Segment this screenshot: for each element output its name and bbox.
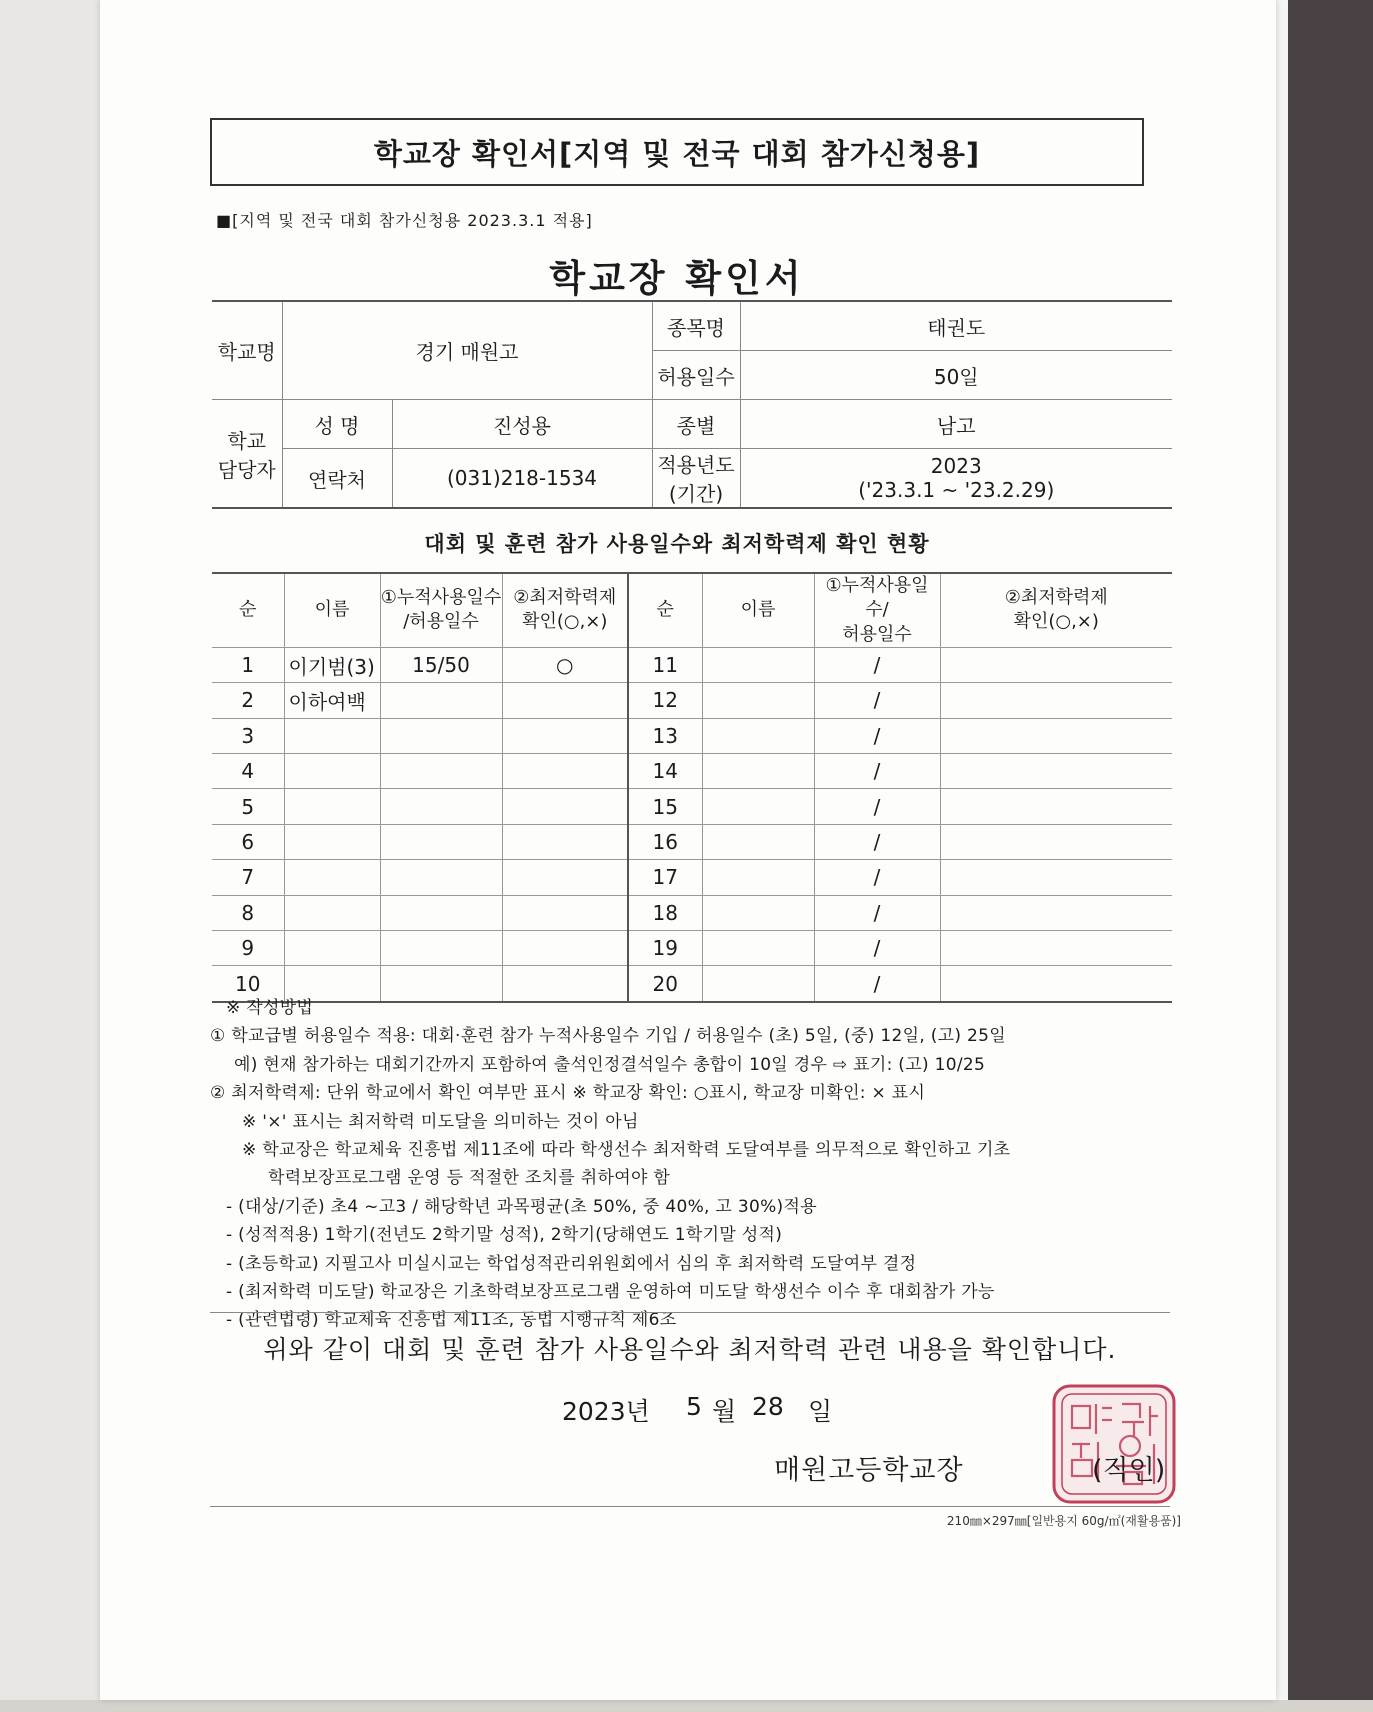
row-name xyxy=(284,824,380,859)
row-check-right xyxy=(940,824,1172,859)
table-row xyxy=(212,647,1172,682)
row-no-right: 20 xyxy=(628,966,702,1002)
background-paper-edge xyxy=(1276,0,1288,1712)
header-check-line1: ②최저학력제 xyxy=(513,587,617,609)
row-usage xyxy=(380,789,502,824)
instruction-line: - (대상/기준) 초4 ~고3 / 해당학년 과목평균(초 50%, 중 40%, 고 30%)적용 xyxy=(226,1196,817,1217)
row-name-right xyxy=(702,718,814,753)
row-name-right xyxy=(702,931,814,966)
year-value-line1: 2023 xyxy=(930,454,982,478)
page-title: 학교장 확인서 xyxy=(549,257,805,300)
row-name-right xyxy=(702,754,814,789)
row-check xyxy=(502,860,628,895)
year-label-line1: 적용년도 xyxy=(657,453,735,477)
paper-spec-footer: 210㎜×297㎜[일반용지 60g/㎡(재활용품)] xyxy=(946,1514,1181,1528)
row-check xyxy=(502,824,628,859)
row-check-right xyxy=(940,683,1172,718)
roster-table xyxy=(212,572,1172,1003)
row-usage xyxy=(380,824,502,859)
background-dark xyxy=(1285,0,1373,1712)
instruction-line: - (성적적용) 1학기(전년도 2학기말 성적), 2학기(당해연도 1학기말 성적) xyxy=(226,1225,783,1246)
instruction-line: - (관련법령) 학교체육 진흥법 제11조, 동법 시행규칙 제6조 xyxy=(226,1310,677,1331)
table-row xyxy=(212,860,1172,895)
instruction-line: 학력보장프로그램 운영 등 적절한 조치를 취하여야 함 xyxy=(268,1168,671,1189)
date-day: 28 xyxy=(752,1392,784,1421)
official-seal xyxy=(1050,1382,1178,1506)
row-check: ○ xyxy=(502,647,628,682)
principal-name: 매원고등학교장 xyxy=(774,1455,964,1486)
row-usage-right: / xyxy=(814,647,940,682)
row-check xyxy=(502,683,628,718)
instruction-line: ① 학교급별 허용일수 적용: 대회·훈련 참가 누적사용일수 기입 / 허용일수 (초) 5일, (중) 12일, (고) 25일 xyxy=(210,1026,1006,1047)
manager-label-line2: 담당자 xyxy=(217,457,276,482)
instruction-line: - (최저학력 미도달) 학교장은 기초학력보장프로그램 운영하여 미도달 학생선수 이수 후 대회참가 가능 xyxy=(226,1282,995,1303)
row-no: 9 xyxy=(212,931,284,966)
date-month-label: 월 xyxy=(712,1397,737,1426)
row-name-right xyxy=(702,824,814,859)
row-name-right xyxy=(702,789,814,824)
table-row xyxy=(212,683,1172,718)
instruction-line: - (초등학교) 지필고사 미실시교는 학업성적관리위원회에서 심의 후 최저학력 도달여부 결정 xyxy=(226,1253,917,1274)
row-no-right: 19 xyxy=(628,931,702,966)
row-no: 1 xyxy=(212,647,284,682)
header-check-line2: 확인(○,×) xyxy=(522,611,608,633)
manager-label-line1: 학교 xyxy=(227,428,267,453)
row-usage-right: / xyxy=(814,931,940,966)
row-no: 6 xyxy=(212,824,284,859)
row-check xyxy=(502,789,628,824)
row-usage-right: / xyxy=(814,683,940,718)
category-label: 종별 xyxy=(652,400,740,449)
header-no: 순 xyxy=(212,573,284,647)
instructions-heading: ※ 작성방법 xyxy=(226,998,314,1018)
row-usage: 15/50 xyxy=(380,647,502,682)
row-no-right: 11 xyxy=(628,647,702,682)
row-name xyxy=(284,860,380,895)
year-value-line2: ('23.3.1 ~ '23.2.29) xyxy=(858,478,1055,502)
row-check-right xyxy=(940,860,1172,895)
category-value: 남고 xyxy=(740,400,1172,449)
instructions xyxy=(210,994,1170,1335)
row-no-right: 17 xyxy=(628,860,702,895)
header-no-right: 순 xyxy=(628,573,702,647)
table-row xyxy=(212,754,1172,789)
header-check-right xyxy=(940,573,1172,647)
school-label: 학교명 xyxy=(212,301,282,400)
info-table xyxy=(212,300,1172,509)
row-usage-right: / xyxy=(814,789,940,824)
row-usage xyxy=(380,754,502,789)
row-no-right: 15 xyxy=(628,789,702,824)
background-floor xyxy=(0,1700,1373,1712)
header-name: 이름 xyxy=(284,573,380,647)
row-name xyxy=(284,718,380,753)
row-usage xyxy=(380,931,502,966)
instruction-line: ※ 학교장은 학교체육 진흥법 제11조에 따라 학생선수 최저학력 도달여부를 의무적으로 확인하고 기초 xyxy=(242,1140,1011,1161)
row-no-right: 18 xyxy=(628,895,702,930)
row-usage xyxy=(380,895,502,930)
row-name-right xyxy=(702,860,814,895)
banner-title: 학교장 확인서[지역 및 전국 대회 참가신청용] xyxy=(210,118,1144,186)
row-no-right: 13 xyxy=(628,718,702,753)
header-usage xyxy=(380,573,502,647)
confirmation-statement: 위와 같이 대회 및 훈련 참가 사용일수와 최저학력 관련 내용을 확인합니다. xyxy=(263,1335,1117,1364)
row-usage xyxy=(380,718,502,753)
row-usage xyxy=(380,683,502,718)
row-check xyxy=(502,895,628,930)
row-no: 8 xyxy=(212,895,284,930)
row-check-right xyxy=(940,754,1172,789)
school-value: 경기 매원고 xyxy=(282,301,652,400)
form-note: ■[지역 및 전국 대회 참가신청용 2023.3.1 적용] xyxy=(216,211,593,230)
divider xyxy=(210,1312,1170,1313)
row-usage-right: / xyxy=(814,895,940,930)
date-year: 2023년 xyxy=(562,1397,650,1426)
table-row xyxy=(212,718,1172,753)
row-usage-right: / xyxy=(814,824,940,859)
instruction-line: ② 최저학력제: 단위 학교에서 확인 여부만 표시 ※ 학교장 확인: ○표시, 학교장 미확인: × 표시 xyxy=(210,1083,926,1104)
row-usage-right: / xyxy=(814,966,940,1002)
row-check xyxy=(502,754,628,789)
header-usage-line2: /허용일수 xyxy=(403,611,479,633)
header-usage-right xyxy=(814,573,940,647)
row-name xyxy=(284,895,380,930)
row-name xyxy=(284,754,380,789)
header-check-right-line1: ②최저학력제 xyxy=(1004,587,1108,609)
date-month: 5 xyxy=(686,1392,702,1421)
row-usage-right: / xyxy=(814,754,940,789)
row-check xyxy=(502,931,628,966)
row-no-right: 16 xyxy=(628,824,702,859)
seal-label: (직인) xyxy=(1092,1455,1166,1486)
row-usage-right: / xyxy=(814,718,940,753)
header-name-right: 이름 xyxy=(702,573,814,647)
sport-value: 태권도 xyxy=(740,301,1172,351)
row-name xyxy=(284,789,380,824)
row-check-right xyxy=(940,931,1172,966)
row-no-right: 14 xyxy=(628,754,702,789)
instruction-line: 예) 현재 참가하는 대회기간까지 포함하여 출석인정결석일수 총합이 10일 경우 ⇨ 표기: (고) 10/25 xyxy=(234,1054,986,1075)
row-no: 7 xyxy=(212,860,284,895)
row-no: 4 xyxy=(212,754,284,789)
manager-label xyxy=(212,400,282,509)
row-usage-right: / xyxy=(814,860,940,895)
row-check-right xyxy=(940,718,1172,753)
row-check-right xyxy=(940,789,1172,824)
table-row xyxy=(212,895,1172,930)
date-day-label: 일 xyxy=(808,1397,833,1426)
allowed-days-label: 허용일수 xyxy=(652,351,740,400)
row-no: 2 xyxy=(212,683,284,718)
bottom-divider xyxy=(210,1506,1170,1507)
year-label-line2: (기간) xyxy=(668,482,724,506)
name-value: 진성용 xyxy=(392,400,652,449)
row-no: 3 xyxy=(212,718,284,753)
table-row xyxy=(212,931,1172,966)
allowed-days-value: 50일 xyxy=(740,351,1172,400)
header-usage-line1: ①누적사용일수 xyxy=(380,587,502,609)
header-usage-right-line1: ①누적사용일수/ xyxy=(825,575,929,621)
row-no-right: 12 xyxy=(628,683,702,718)
row-no: 10 xyxy=(212,966,284,1002)
row-name: 이기범(3) xyxy=(284,647,380,682)
header-check-right-line2: 확인(○,×) xyxy=(1013,611,1099,633)
row-check-right xyxy=(940,895,1172,930)
row-name-right xyxy=(702,647,814,682)
row-usage xyxy=(380,860,502,895)
row-name xyxy=(284,931,380,966)
section-title: 대회 및 훈련 참가 사용일수와 최저학력제 확인 현황 xyxy=(424,532,930,556)
row-name-right xyxy=(702,683,814,718)
row-check-right xyxy=(940,647,1172,682)
table-row xyxy=(212,824,1172,859)
header-usage-right-line2: 허용일수 xyxy=(842,623,912,645)
header-check xyxy=(502,573,628,647)
row-check xyxy=(502,718,628,753)
row-name-right xyxy=(702,895,814,930)
sport-label: 종목명 xyxy=(652,301,740,351)
contact-value: (031)218-1534 xyxy=(392,449,652,509)
row-no: 5 xyxy=(212,789,284,824)
instruction-line: ※ '×' 표시는 최저학력 미도달을 의미하는 것이 아님 xyxy=(242,1111,639,1132)
year-value xyxy=(740,449,1172,509)
contact-label: 연락처 xyxy=(282,449,392,509)
year-label xyxy=(652,449,740,509)
row-name: 이하여백 xyxy=(284,683,380,718)
roster-header xyxy=(212,573,1172,647)
table-row xyxy=(212,789,1172,824)
name-label: 성 명 xyxy=(282,400,392,449)
